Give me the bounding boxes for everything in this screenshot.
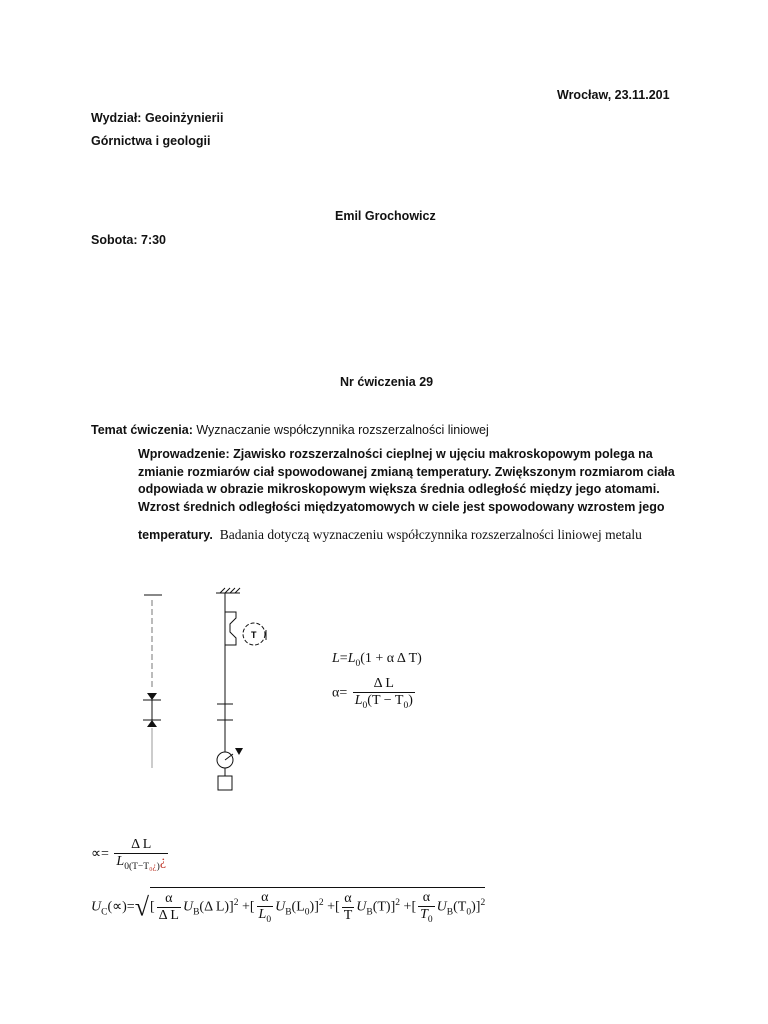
left-arrow-up	[147, 720, 157, 727]
author-name: Emil Grochowicz	[335, 209, 436, 223]
topic-value: Wyznaczanie współczynnika rozszerzalności liniowej	[192, 423, 489, 437]
left-arrow-down	[147, 693, 157, 700]
group-time: Sobota: 7:30	[91, 233, 167, 247]
formula-alpha: α= $\frac{\text{Δ L}}{L_0(T - T_0)}$	[332, 676, 413, 711]
formula-uncertainty: $U_C(\propto)=√$[ $\frac{\alpha}{\text{Δ L}}$ $U_B(\Delta$ L)]$^2$ +[ $\frac{\alpha}{L_0}$ $U_B(L_0)]^2$ +[ $\frac{\alpha}{T}$ $U_B(T)]^2$ +[ $\frac{\alpha}{T_0}$ $U_B(T_0)]^2$	[91, 887, 485, 925]
alpha-alt-fraction: $\frac{\text{Δ L}}{L_{0(T-T_0¿)}¿}$	[116, 837, 167, 872]
formula-length: $L=L_0(1 + \alpha$ Δ T)	[332, 651, 422, 669]
gauge-arrow	[235, 748, 243, 755]
formula-alpha-alt: ∝= $\frac{\text{Δ L}}{L_{0(T-T_0¿)}¿}$	[91, 837, 167, 872]
topic-label: Temat ćwiczenia:	[91, 423, 193, 437]
intro-line-3: odpowiada w obrazie mikroskopowym większa średnia odległość między jego atomami.	[138, 482, 660, 496]
alpha-fraction: $\frac{\text{Δ L}}{L_0(T - T_0)}$	[354, 676, 413, 711]
intro-line-5-bold: temperatury.	[138, 528, 213, 542]
thermometer-bracket	[225, 612, 236, 645]
intro-line-5-rest: Badania dotyczą wyznaczeniu współczynnika rozszerzalności liniowej metalu	[219, 527, 642, 542]
intro-line-4: Wzrost średnich odległości międzyatomowych w ciele jest spowodowany wzrostem jego	[138, 499, 665, 514]
weight-box	[218, 776, 232, 790]
exercise-number: Nr ćwiczenia 29	[340, 375, 434, 389]
sqrt-body: [ $\frac{\alpha}{\text{Δ L}}$ $U_B(\Delta$ L)]$^2$ +[ $\frac{\alpha}{L_0}$ $U_B(L_0)]^2$ +[ $\frac{\alpha}{T}$ $U_B(T)]^2$ +[ $\frac{\alpha}{T_0}$ $U_B(T_0)]^2$	[150, 887, 485, 925]
faculty-line-2: Górnictwa i geologii	[91, 134, 211, 148]
intro-line-2: zmianie rozmiarów ciał spowodowanej zmianą temperatury. Zwiększonym rozmiarom ciała	[138, 464, 675, 479]
faculty-line-1: Wydział: Geoinżynierii	[91, 111, 224, 125]
intro-line-1: Wprowadzenie: Zjawisko rozszerzalności cieplnej w ujęciu makroskopowym polega na	[138, 447, 653, 461]
thermometer-label: T	[251, 630, 257, 640]
date-line: Wrocław, 23.11.201	[557, 88, 670, 102]
